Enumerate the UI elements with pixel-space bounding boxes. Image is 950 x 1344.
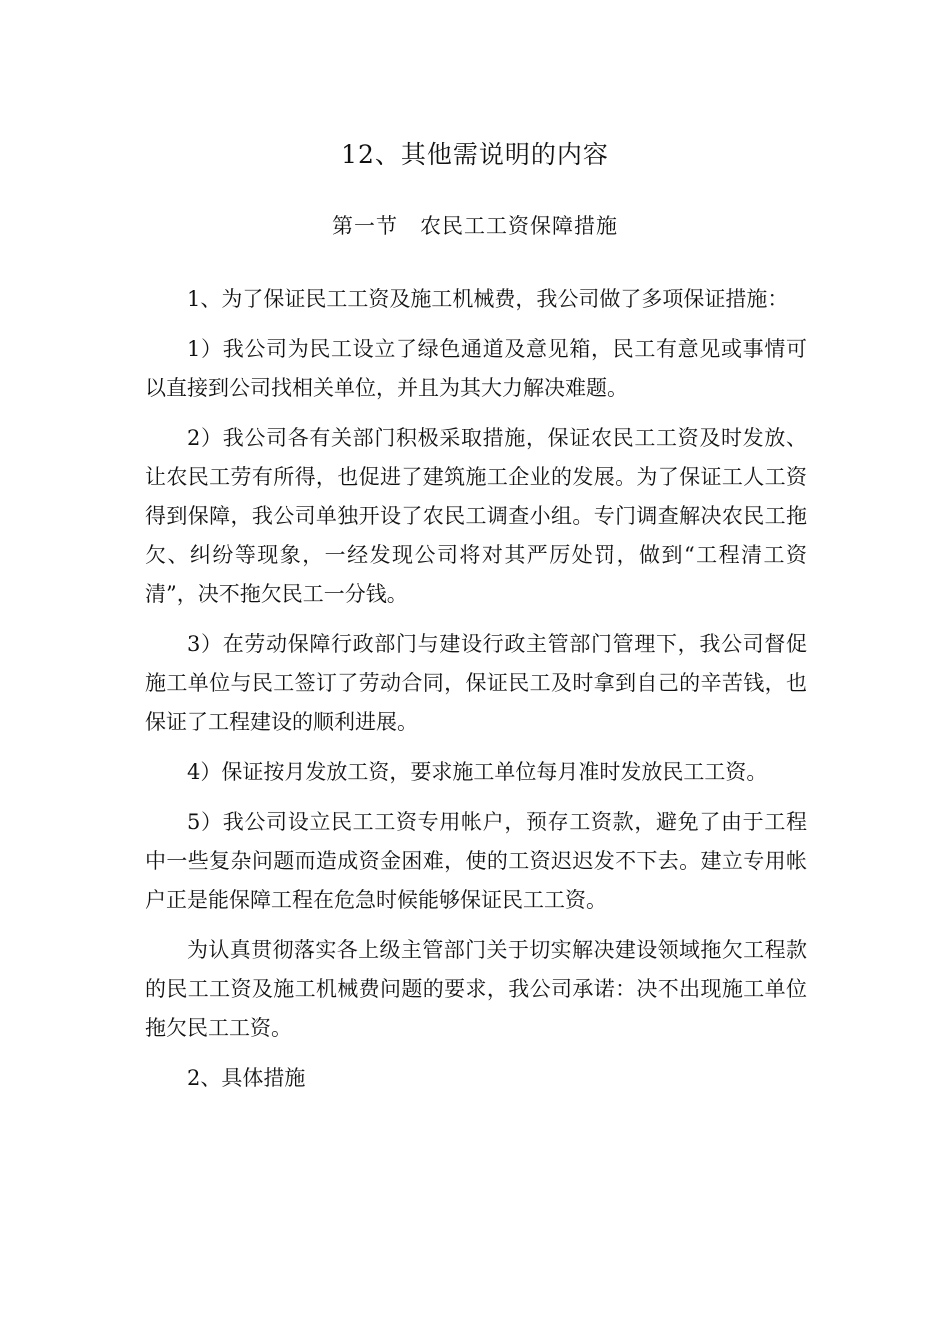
- page-title: 12、其他需说明的内容: [341, 140, 609, 169]
- section-title: 第一节 农民工工资保障措施: [332, 214, 618, 238]
- document-body: [145, 280, 807, 1109]
- paragraph-commitment: 为认真贯彻落实各上级主管部门关于切实解决建设领域拖欠工程款的民工工资及施工机械费问题的要求，我公司承诺：决不出现施工单位拖欠民工工资。: [145, 938, 807, 1040]
- paragraph-item-2: 2）我公司各有关部门积极采取措施，保证农民工工资及时发放、让农民工劳有所得，也促进了建筑施工企业的发展。为了保证工人工资得到保障，我公司单独开设了农民工调查小组。专门调查解决农民工拖欠、纠纷等现象，一经发现公司将对其严厉处罚，做到“工程清工资清”，决不拖欠民工一分钱。: [145, 426, 807, 606]
- paragraph-item-3: 3）在劳动保障行政部门与建设行政主管部门管理下，我公司督促施工单位与民工签订了劳动合同，保证民工及时拿到自己的辛苦钱，也保证了工程建设的顺利进展。: [145, 632, 807, 734]
- paragraph-item-4: 4）保证按月发放工资，要求施工单位每月准时发放民工工资。: [187, 760, 768, 784]
- paragraph-item-1: 1）我公司为民工设立了绿色通道及意见箱，民工有意见或事情可以直接到公司找相关单位，并且为其大力解决难题。: [145, 337, 807, 400]
- paragraph-heading-measures: 2、具体措施: [187, 1066, 306, 1090]
- paragraph-intro: 1、为了保证民工工资及施工机械费，我公司做了多项保证措施：: [187, 287, 789, 311]
- paragraph-item-5: 5）我公司设立民工工资专用帐户，预存工资款，避免了由于工程中一些复杂问题而造成资金困难，使的工资迟迟发不下去。建立专用帐户正是能保障工程在危急时候能够保证民工工资。: [145, 810, 807, 912]
